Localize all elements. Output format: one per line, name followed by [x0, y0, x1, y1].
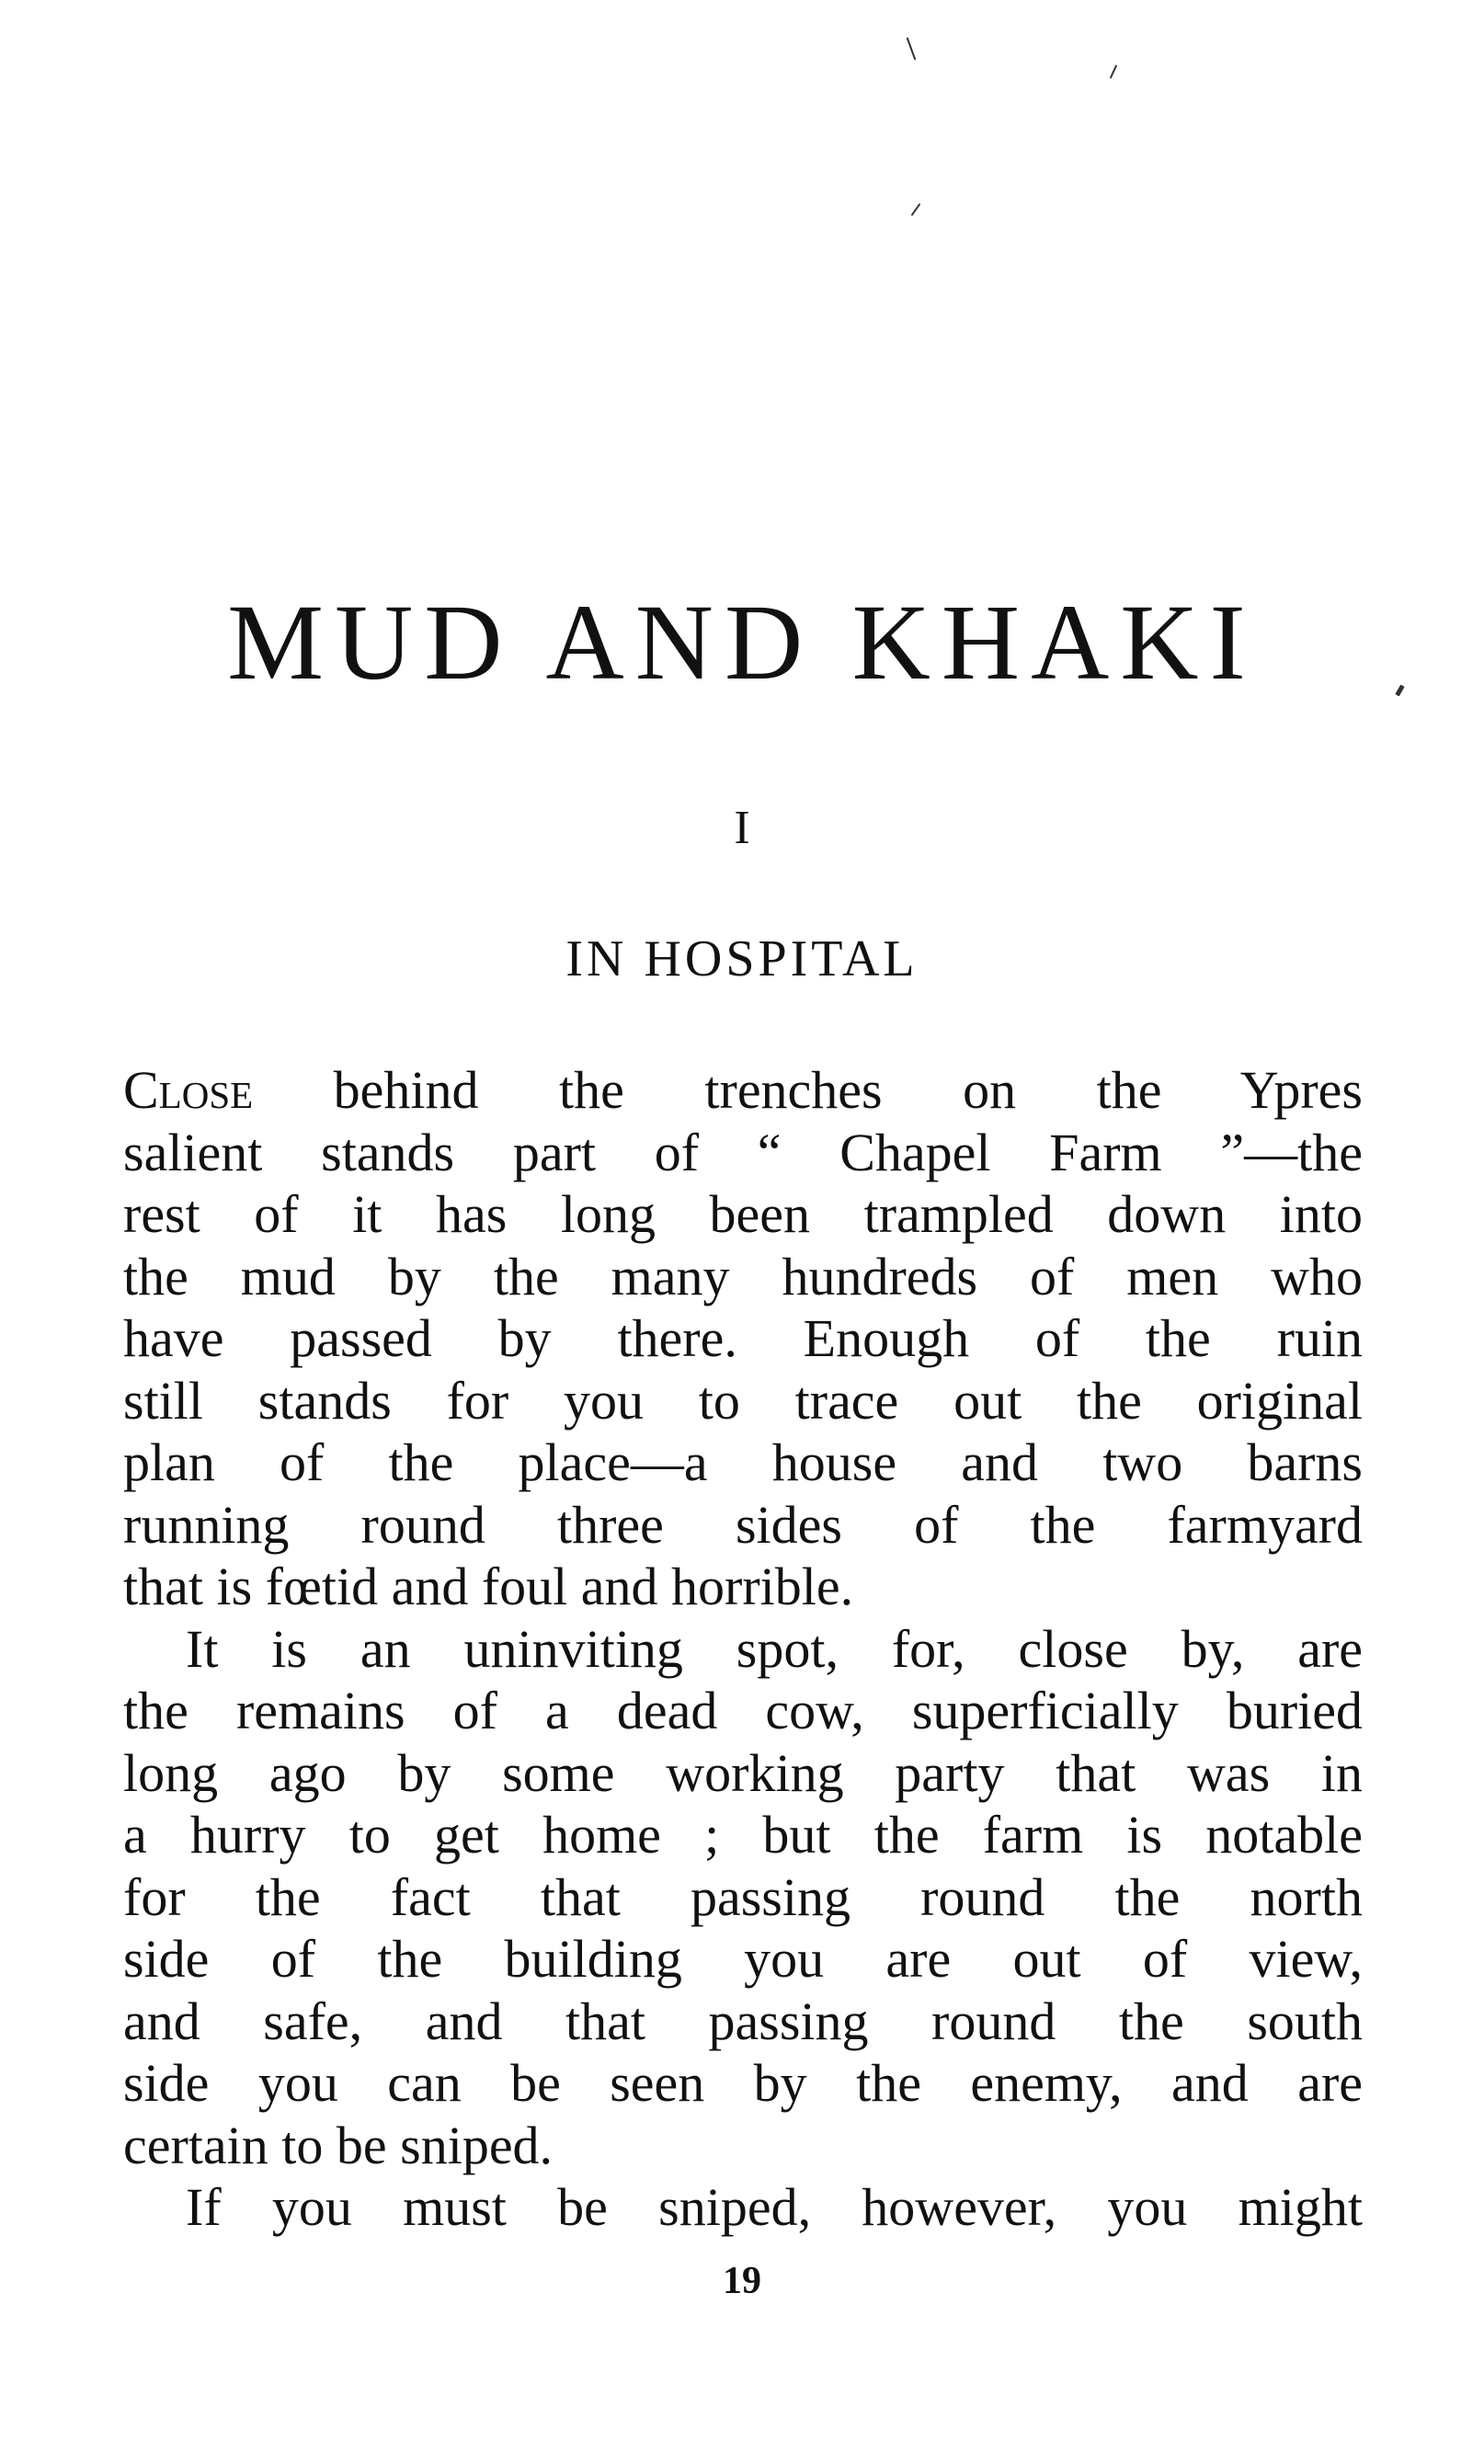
text-line: side you can be seen by the enemy, and are — [123, 2053, 1363, 2113]
chapter-number: I — [734, 802, 750, 854]
text-line: If you must be sniped, however, you might — [186, 2177, 1363, 2237]
body-text — [123, 1059, 1363, 2239]
text-line: side of the building you are out of view, — [123, 1929, 1363, 1989]
text-line: that is fœtid and foul and horrible. — [123, 1557, 854, 1616]
text-line: the mud by the many hundreds of men who — [123, 1246, 1363, 1306]
text-line: certain to be sniped. — [123, 2115, 554, 2175]
text-line: a hurry to get home ; but the farm is notable — [123, 1805, 1363, 1865]
opening-word: Close — [123, 1060, 254, 1120]
text-line: salient stands part of “ Chapel Farm ”—the — [123, 1122, 1363, 1182]
scan-speck — [907, 37, 917, 60]
page-number: 19 — [723, 2260, 761, 2302]
text-line: long ago by some working party that was in — [123, 1742, 1363, 1803]
scan-speck — [911, 203, 921, 216]
text-line: have passed by there. Enough of the ruin — [123, 1308, 1363, 1368]
text-line: still stands for you to trace out the original — [123, 1370, 1363, 1431]
text-line: and safe, and that passing round the south — [123, 1991, 1363, 2051]
text-line: running round three sides of the farmyard — [123, 1494, 1363, 1555]
text-line: the remains of a dead cow, superficially buried — [123, 1681, 1363, 1740]
book-title: MUD AND KHAKI — [227, 582, 1257, 702]
chapter-title: IN HOSPITAL — [565, 930, 919, 987]
text-line — [123, 1059, 1363, 1122]
text-line: It is an uninviting spot, for, close by, are — [186, 1618, 1363, 1679]
scan-speck — [1110, 64, 1118, 78]
text-line: rest of it has long been trampled down into — [123, 1184, 1363, 1244]
line-text: behind the trenches on the Ypres — [253, 1060, 1363, 1120]
text-line: for the fact that passing round the north — [123, 1866, 1363, 1927]
text-line: plan of the place—a house and two barns — [123, 1432, 1363, 1492]
